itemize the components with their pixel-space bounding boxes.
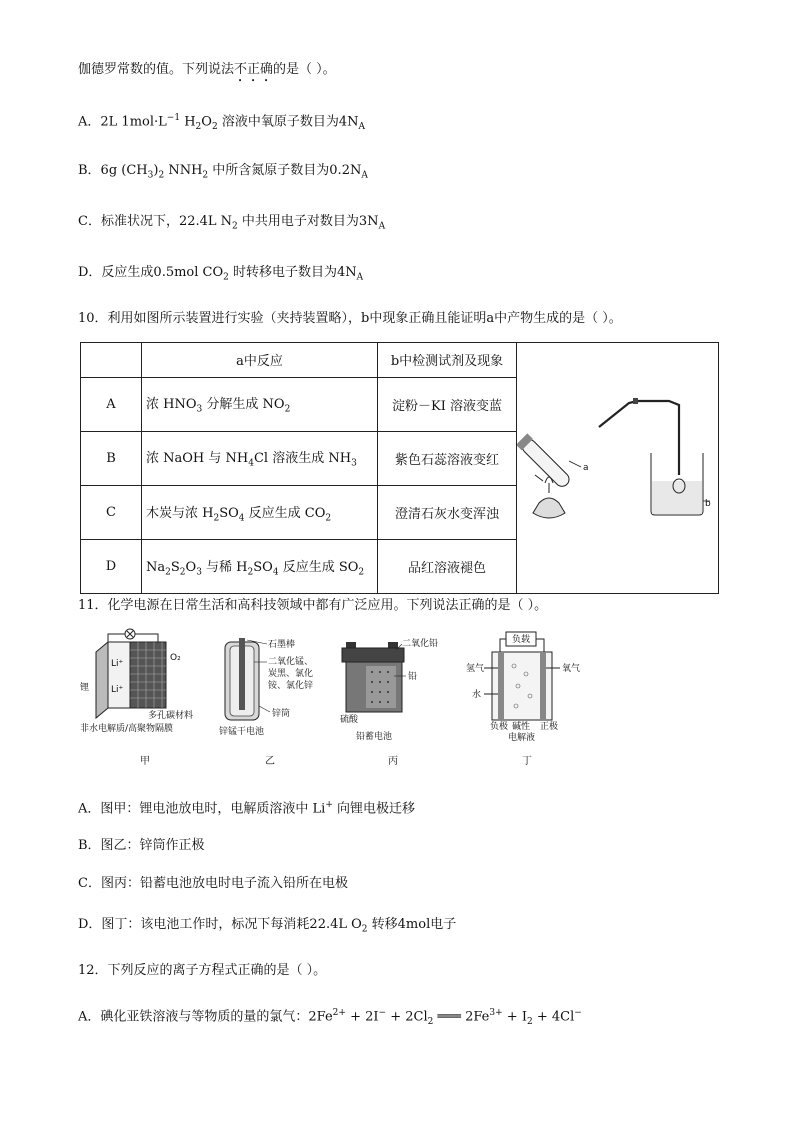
header-cell: a中反应 bbox=[142, 343, 378, 378]
q12-stem: 12．下列反应的离子方程式正确的是（ ）。 bbox=[78, 963, 327, 978]
water-label: 水 bbox=[472, 690, 482, 700]
li-ion-label: Li⁺ bbox=[111, 659, 124, 669]
negative-electrode bbox=[498, 652, 504, 720]
rod-label: 石墨棒 bbox=[268, 640, 296, 650]
q9-stem: 伽德罗常数的值。下列说法不正确的是（ ）。 bbox=[78, 62, 336, 77]
lithium-label: 锂 bbox=[80, 683, 90, 693]
paste-label: 铵、氯化锌 bbox=[268, 681, 314, 691]
caption-yi: 乙 bbox=[265, 756, 275, 767]
graphite-rod bbox=[239, 638, 245, 710]
reaction-cell: 浓 NaOH 与 $NH_4Cl$ 溶液生成 $NH_3$ bbox=[142, 431, 378, 485]
carbon-label: 多孔碳材料 bbox=[148, 711, 194, 721]
alcohol-lamp bbox=[533, 498, 565, 518]
q9-option-a: A．2L $1mol\cdot L^{-1}$ $H_2O_2$ 溶液中氧原子数目为$4N_A$ bbox=[78, 113, 365, 132]
reaction-cell: 木炭与浓 $H_2SO_4$ 反应生成 $CO_2$ bbox=[142, 485, 378, 539]
q9-option-d: D．反应生成0.5mol $CO_2$ 时转移电子数目为$4N_A$ bbox=[78, 265, 364, 283]
table-header-row bbox=[81, 343, 719, 378]
reaction-cell: $Na_2S_2O_3$ 与稀 $H_2SO_4$ 反应生成 $SO_2$ bbox=[142, 539, 378, 593]
label-b: b bbox=[705, 499, 711, 509]
h2-label: 氢气 bbox=[466, 664, 485, 674]
positive-label: 正极 bbox=[540, 722, 559, 732]
q11-option-d: D．图丁：该电池工作时，标况下每消耗22.4L $O_2$ 转移4mol电子 bbox=[78, 917, 457, 935]
o2-label: O₂ bbox=[170, 653, 181, 663]
q11-option-a: A．图甲：锂电池放电时，电解质溶液中 Li+ 向锂电极迁移 bbox=[78, 800, 415, 817]
delivery-tube bbox=[599, 401, 679, 475]
header-cell bbox=[81, 343, 142, 378]
lead-battery-name: 铅蓄电池 bbox=[356, 732, 393, 742]
paste-label: 二氧化锰、 bbox=[268, 657, 314, 667]
result-cell: 品红溶液褪色 bbox=[378, 539, 517, 593]
caption-ding: 丁 bbox=[522, 756, 532, 767]
positive-electrode bbox=[540, 652, 546, 720]
row-label: A bbox=[81, 377, 142, 431]
emphasis-text: 不正确 bbox=[234, 62, 274, 77]
o2-label: 氧气 bbox=[562, 664, 581, 674]
row-label: B bbox=[81, 431, 142, 485]
row-label: D bbox=[81, 539, 142, 593]
header-cell: b中检测试剂及现象 bbox=[378, 343, 517, 378]
row-label: C bbox=[81, 485, 142, 539]
q10-table bbox=[80, 342, 719, 594]
load-label: 负载 bbox=[512, 635, 531, 645]
electrolyte-label: 电解液 bbox=[508, 733, 536, 743]
result-cell: 澄清石灰水变浑浊 bbox=[378, 485, 517, 539]
result-cell: 淀粉－KI 溶液变蓝 bbox=[378, 377, 517, 431]
reaction-cell: 浓 $HNO_3$ 分解生成 $NO_2$ bbox=[142, 377, 378, 431]
li-ion-label: Li⁺ bbox=[111, 685, 124, 695]
paste-label: 炭黑、氯化 bbox=[268, 669, 314, 679]
negative-label: 负极 bbox=[490, 722, 509, 732]
label-a: a bbox=[583, 463, 589, 473]
pb-label: 铅 bbox=[408, 672, 418, 682]
pbo2-label: 二氧化铅 bbox=[402, 639, 439, 649]
can-label: 锌筒 bbox=[272, 709, 291, 719]
electrolyte-label: 碱性 bbox=[512, 722, 531, 732]
membrane-label: 非水电解质/高聚物隔膜 bbox=[80, 724, 174, 734]
acid-label: 硫酸 bbox=[340, 715, 359, 725]
apparatus-figure-cell bbox=[517, 343, 719, 594]
caption-bing: 丙 bbox=[388, 756, 398, 767]
result-cell: 紫色石蕊溶液变红 bbox=[378, 431, 517, 485]
test-tube bbox=[517, 433, 573, 490]
dry-cell-name: 锌锰干电池 bbox=[219, 727, 265, 737]
q10-stem: 10．利用如图所示装置进行实验（夹持装置略），b中现象正确且能证明a中产物生成的是（ ）。 bbox=[78, 311, 622, 326]
q11-option-c: C．图丙：铅蓄电池放电时电子流入铅所在电极 bbox=[78, 876, 348, 891]
caption-jia: 甲 bbox=[140, 756, 150, 767]
figure-bing-lead-battery bbox=[338, 636, 448, 744]
figure-yi-dry-cell bbox=[215, 632, 330, 744]
figure-jia-lithium-battery bbox=[78, 628, 218, 743]
q9-option-b: B．6g $(CH_3)_2$ $NNH_2$ 中所含氮原子数目为$0.2N_A$ bbox=[78, 163, 368, 181]
q9-option-c: C．标准状况下，22.4L $N_2$ 中共用电子对数目为$3N_A$ bbox=[78, 214, 386, 232]
q11-option-b: B．图乙：锌筒作正极 bbox=[78, 838, 205, 853]
apparatus-figure bbox=[517, 343, 712, 589]
q11-stem: 11．化学电源在日常生活和高科技领域中都有广泛应用。下列说法正确的是（ ）。 bbox=[78, 598, 548, 613]
q12-option-a: A．碘化亚铁溶液与等物质的量的氯气：$2Fe^{2+} + 2I^- + 2Cl_2$ ═══ $2Fe^{3+} + I_2 + 4Cl^-$ bbox=[78, 1008, 582, 1027]
figure-ding-fuel-cell bbox=[462, 628, 592, 746]
